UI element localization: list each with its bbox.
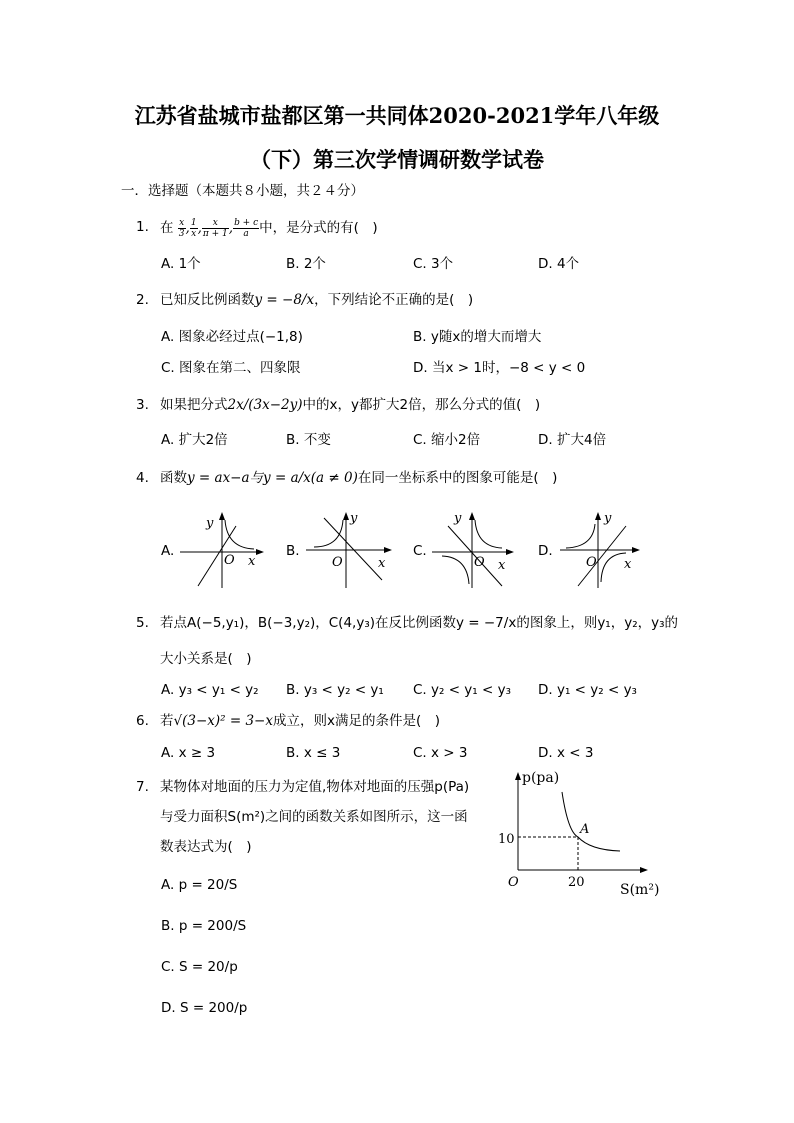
graph-option-c (428, 508, 520, 590)
y-tick-10: 10 (498, 832, 515, 847)
question-number: 6. (136, 713, 149, 729)
option-a: A. 1个 (161, 256, 201, 272)
option-a: A. x ≥ 3 (161, 745, 216, 761)
math-expression: √(3−x)² = 3−x (173, 713, 273, 729)
x-tick-20: 20 (568, 875, 585, 890)
s-axis-label: S(m²) (620, 882, 660, 898)
question-stem: 函数y = ax−a与y = a/x(a ≠ 0)在同一坐标系中的图象可能是( ) (160, 470, 558, 486)
question-stem: 若点A(−5,y₁)，B(−3,y₂)，C(4,y₃)在反比例函数y = −7/x的图象上，则y₁，y₂，y₃的 (160, 615, 679, 631)
option-b: B. 2个 (286, 256, 326, 272)
option-b: B. y₃ < y₂ < y₁ (286, 682, 384, 698)
svg-text:y: y (350, 511, 358, 526)
option-c: C. x > 3 (413, 745, 468, 761)
option-a: A. 扩大2倍 (161, 432, 228, 448)
option-c: C. 缩小2倍 (413, 432, 481, 448)
graph-option-b (302, 508, 396, 590)
option-a: A. p = 20/S (161, 877, 238, 893)
option-b: B. x ≤ 3 (286, 745, 341, 761)
question-stem-cont: 大小关系是( ) (160, 651, 252, 667)
math-expression: 2x/(3x−2y) (227, 397, 303, 413)
question-number: 4. (136, 470, 149, 486)
option-d: D. 4个 (538, 256, 580, 272)
fraction-list: $\frac{x}{3}$ , $\frac{1}{x}$ , $\frac{x}{\pi + 1}$ , $\frac{b + c}{a}$ (178, 218, 259, 239)
question-number: 7. (136, 779, 149, 795)
question-stem: 已知反比例函数y = −8/x，下列结论不正确的是( ) (160, 292, 474, 308)
svg-text:x: x (498, 558, 506, 573)
math-expression: y = −8/x (254, 292, 315, 308)
svg-text:y: y (454, 511, 462, 526)
svg-text:O: O (586, 555, 597, 570)
option-d-label: D. (538, 543, 553, 559)
svg-text:y: y (206, 516, 214, 531)
svg-text:x: x (624, 557, 632, 572)
option-d: D. 扩大4倍 (538, 432, 607, 448)
option-b-label: B. (286, 543, 300, 559)
question-stem: 若√(3−x)² = 3−x成立，则x满足的条件是( ) (160, 713, 441, 729)
question-stem: 某物体对地面的压力为定值,物体对地面的压强p(Pa) (160, 779, 470, 795)
option-c: C. 3个 (413, 256, 454, 272)
option-d: D. y₁ < y₂ < y₃ (538, 682, 637, 698)
graph-option-d (556, 508, 648, 590)
pressure-area-graph (494, 762, 666, 902)
option-b: B. p = 200/S (161, 918, 247, 934)
svg-text:x: x (378, 556, 386, 571)
p-axis-label: p(pa) (522, 770, 560, 786)
question-stem-cont: 与受力面积S(m²)之间的函数关系如图所示，这一函 (160, 809, 468, 825)
svg-text:O: O (474, 555, 485, 570)
page-title-line2: （下）第三次学情调研数学试卷 (250, 147, 544, 172)
option-d: D. S = 200/p (161, 1000, 248, 1016)
question-number: 3. (136, 397, 149, 413)
question-number: 5. (136, 615, 149, 631)
option-b: B. 不变 (286, 432, 331, 448)
option-b: B. y随x的增大而增大 (413, 329, 542, 345)
option-a: A. 图象必经过点(−1,8) (161, 329, 303, 345)
option-d: D. 当x > 1时，−8 < y < 0 (413, 360, 586, 376)
option-c: C. y₂ < y₁ < y₃ (413, 682, 512, 698)
page-title-line1: 江苏省盐城市盐都区第一共同体2020-2021学年八年级 (134, 103, 660, 128)
math-expression: y = ax−a与y = a/x(a ≠ 0) (187, 470, 358, 486)
origin-label: O (508, 875, 519, 890)
question-stem: 如果把分式2x/(3x−2y)中的x，y都扩大2倍，那么分式的值( ) (160, 397, 541, 413)
question-stem-cont: 数表达式为( ) (160, 839, 252, 855)
question-number: 2. (136, 292, 149, 308)
svg-text:y: y (604, 511, 612, 526)
graph-option-a (176, 508, 268, 590)
point-a-label: A (580, 822, 590, 837)
svg-text:O: O (224, 553, 235, 568)
question-stem: 在 $\frac{x}{3}$ , $\frac{1}{x}$ , $\frac{x}{\pi + 1}$ , $\frac{b + c}{a}$ 中，是分式的有( ) (160, 218, 378, 239)
svg-text:O: O (332, 555, 343, 570)
option-c: C. 图象在第二、四象限 (161, 360, 301, 376)
section-heading: 一．选择题（本题共８小题，共２４分） (121, 183, 364, 199)
option-c: C. S = 20/p (161, 959, 238, 975)
question-number: 1. (136, 219, 149, 235)
option-c-label: C. (413, 543, 427, 559)
option-a-label: A. (161, 543, 175, 559)
option-d: D. x < 3 (538, 745, 594, 761)
svg-text:x: x (248, 554, 256, 569)
option-a: A. y₃ < y₁ < y₂ (161, 682, 259, 698)
